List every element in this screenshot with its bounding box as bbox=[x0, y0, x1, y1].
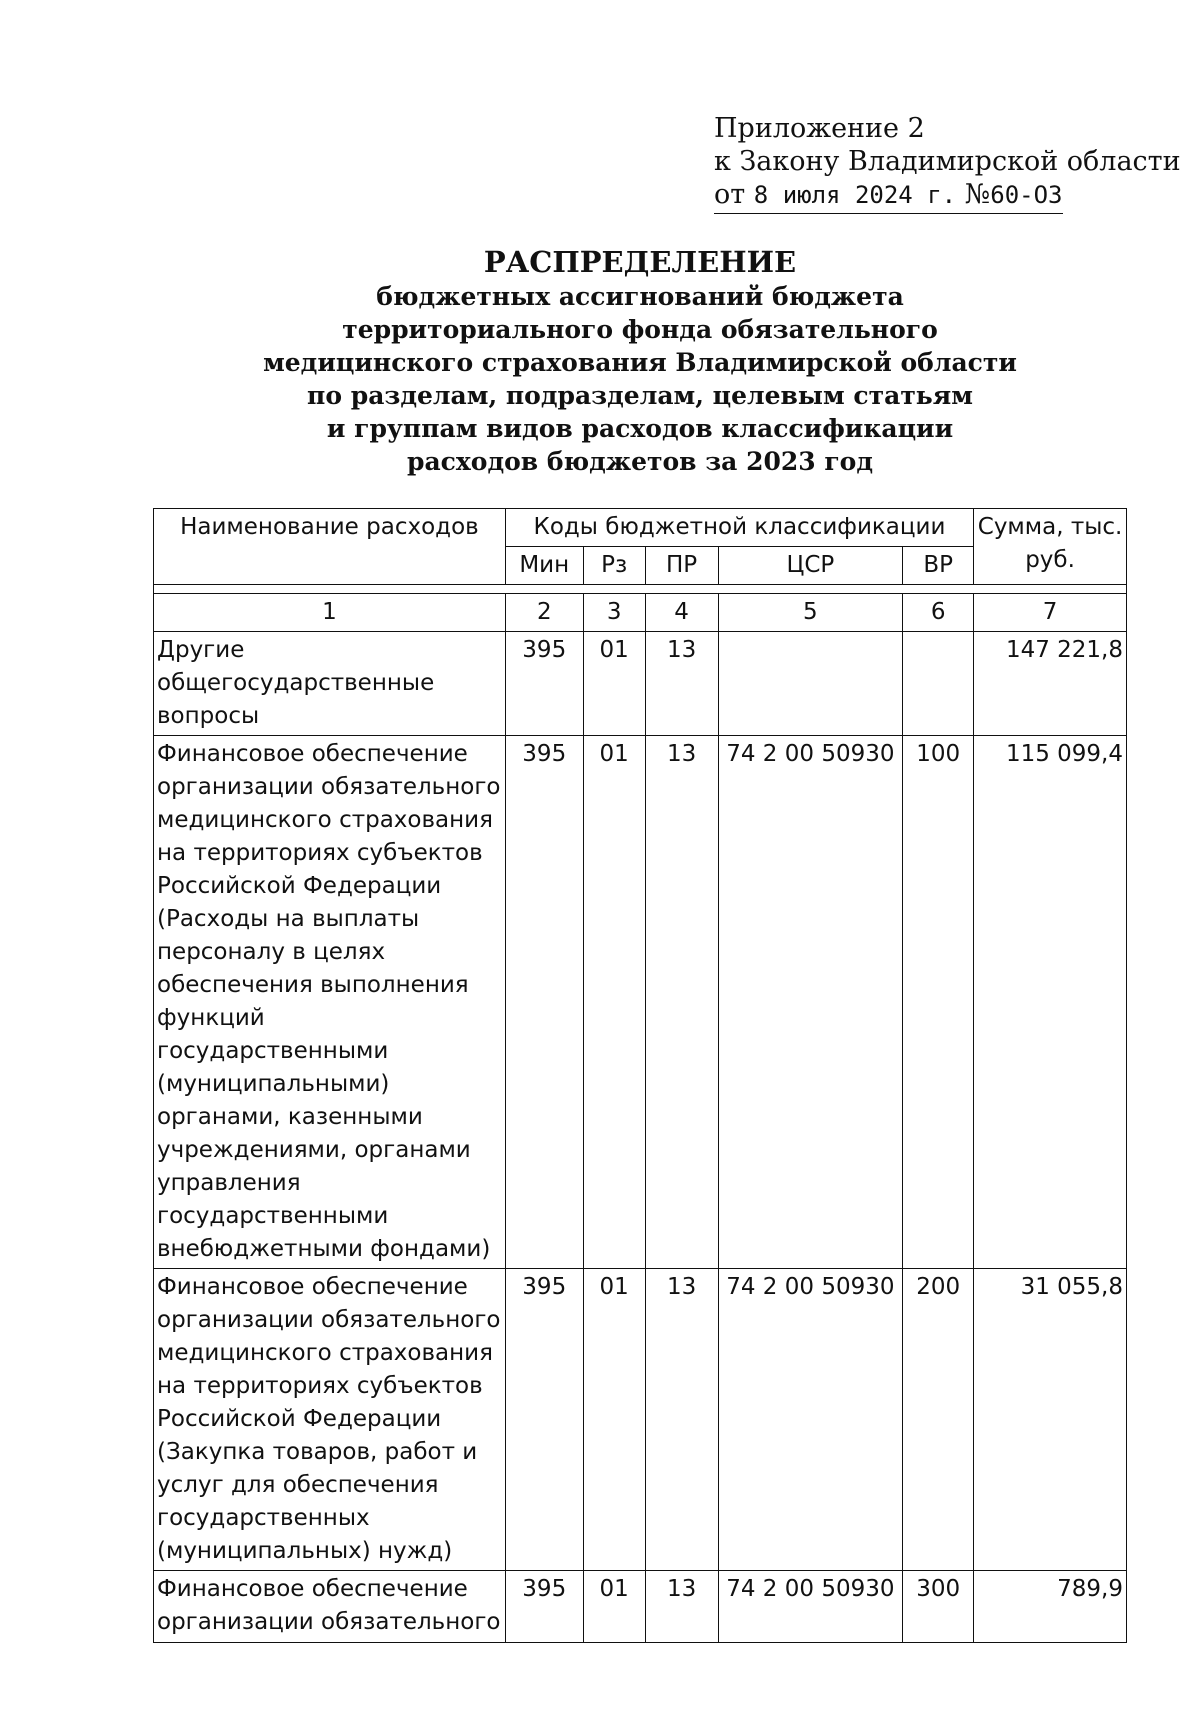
appendix-line-2: к Закону Владимирской области bbox=[714, 146, 1181, 177]
appendix-number: 60-ОЗ bbox=[990, 181, 1063, 209]
index-cell: 1 bbox=[154, 594, 506, 632]
appendix-header bbox=[714, 112, 1181, 214]
title-line: бюджетных ассигнований бюджета bbox=[376, 282, 904, 311]
row-vr bbox=[903, 632, 974, 736]
title-line: территориального фонда обязательного bbox=[342, 315, 938, 344]
index-cell: 7 bbox=[974, 594, 1127, 632]
row-rz: 01 bbox=[583, 632, 645, 736]
header-sum: Сумма, тыс. руб. bbox=[974, 509, 1127, 585]
title-line: по разделам, подразделам, целевым статьям bbox=[307, 381, 973, 410]
header-csr: ЦСР bbox=[718, 547, 903, 585]
row-name bbox=[154, 1571, 506, 1643]
document-title bbox=[260, 244, 1020, 478]
row-min: 395 bbox=[505, 736, 583, 1269]
table-separator bbox=[154, 585, 1127, 594]
row-name: Финансовое обеспечение организации обязательного медицинского страхования на территориях субъектов Российской Федерации (Расходы на выплаты персоналу в целях обеспечения выполнения функций государственными (муниципальными) органами, казенными учреждениями, органами управления государственными внебюджетными фондами) bbox=[154, 736, 506, 1269]
title-line: и группам видов расходов классификации bbox=[326, 414, 954, 443]
row-name: Финансовое обеспечение организации обязательного медицинского страхования на территориях субъектов Российской Федерации (Закупка товаров, работ и услуг для обеспечения государственных (муниципальных) нужд) bbox=[154, 1269, 506, 1571]
row-name: Другие общегосударственные вопросы bbox=[154, 632, 506, 736]
row-csr bbox=[718, 632, 903, 736]
header-name: Наименование расходов bbox=[154, 509, 506, 585]
index-cell: 2 bbox=[505, 594, 583, 632]
row-sum: 789,9 bbox=[974, 1571, 1127, 1643]
row-rz: 01 bbox=[583, 736, 645, 1269]
row-sum: 115 099,4 bbox=[974, 736, 1127, 1269]
title-line: расходов бюджетов за 2023 год bbox=[406, 447, 874, 476]
row-pr: 13 bbox=[645, 1269, 718, 1571]
header-codes: Коды бюджетной классификации bbox=[505, 509, 973, 547]
row-min: 395 bbox=[505, 1571, 583, 1643]
row-pr: 13 bbox=[645, 632, 718, 736]
row-vr: 300 bbox=[903, 1571, 974, 1643]
row-pr: 13 bbox=[645, 736, 718, 1269]
row-sum: 31 055,8 bbox=[974, 1269, 1127, 1571]
row-vr: 200 bbox=[903, 1269, 974, 1571]
index-cell: 3 bbox=[583, 594, 645, 632]
table-row bbox=[154, 632, 1127, 736]
index-cell: 5 bbox=[718, 594, 903, 632]
header-vr: ВР bbox=[903, 547, 974, 585]
row-name-text: Финансовое обеспечение организации обязательного bbox=[157, 1576, 501, 1635]
table-row bbox=[154, 1269, 1127, 1571]
header-pr: ПР bbox=[645, 547, 718, 585]
header-min: Мин bbox=[505, 547, 583, 585]
row-pr: 13 bbox=[645, 1571, 718, 1643]
row-csr: 74 2 00 50930 bbox=[718, 1571, 903, 1643]
row-min: 395 bbox=[505, 1269, 583, 1571]
header-rz: Рз bbox=[583, 547, 645, 585]
row-csr: 74 2 00 50930 bbox=[718, 736, 903, 1269]
row-rz: 01 bbox=[583, 1571, 645, 1643]
appendix-number-prefix: № bbox=[964, 179, 991, 210]
index-cell: 4 bbox=[645, 594, 718, 632]
table-row bbox=[154, 1571, 1127, 1643]
appendix-line-1: Приложение 2 bbox=[714, 113, 925, 144]
appendix-date: 8 июля 2024 г. bbox=[753, 181, 957, 209]
title-main: РАСПРЕДЕЛЕНИЕ bbox=[483, 245, 797, 279]
table-header-row bbox=[154, 509, 1127, 547]
appendix-prefix: от bbox=[714, 179, 746, 210]
table-row bbox=[154, 736, 1127, 1269]
row-rz: 01 bbox=[583, 1269, 645, 1571]
table-index-row bbox=[154, 594, 1127, 632]
appendix-line-3 bbox=[714, 178, 1181, 214]
row-sum: 147 221,8 bbox=[974, 632, 1127, 736]
title-line: медицинского страхования Владимирской области bbox=[263, 348, 1017, 377]
row-csr: 74 2 00 50930 bbox=[718, 1269, 903, 1571]
budget-table bbox=[153, 508, 1127, 1643]
row-min: 395 bbox=[505, 632, 583, 736]
index-cell: 6 bbox=[903, 594, 974, 632]
row-vr: 100 bbox=[903, 736, 974, 1269]
